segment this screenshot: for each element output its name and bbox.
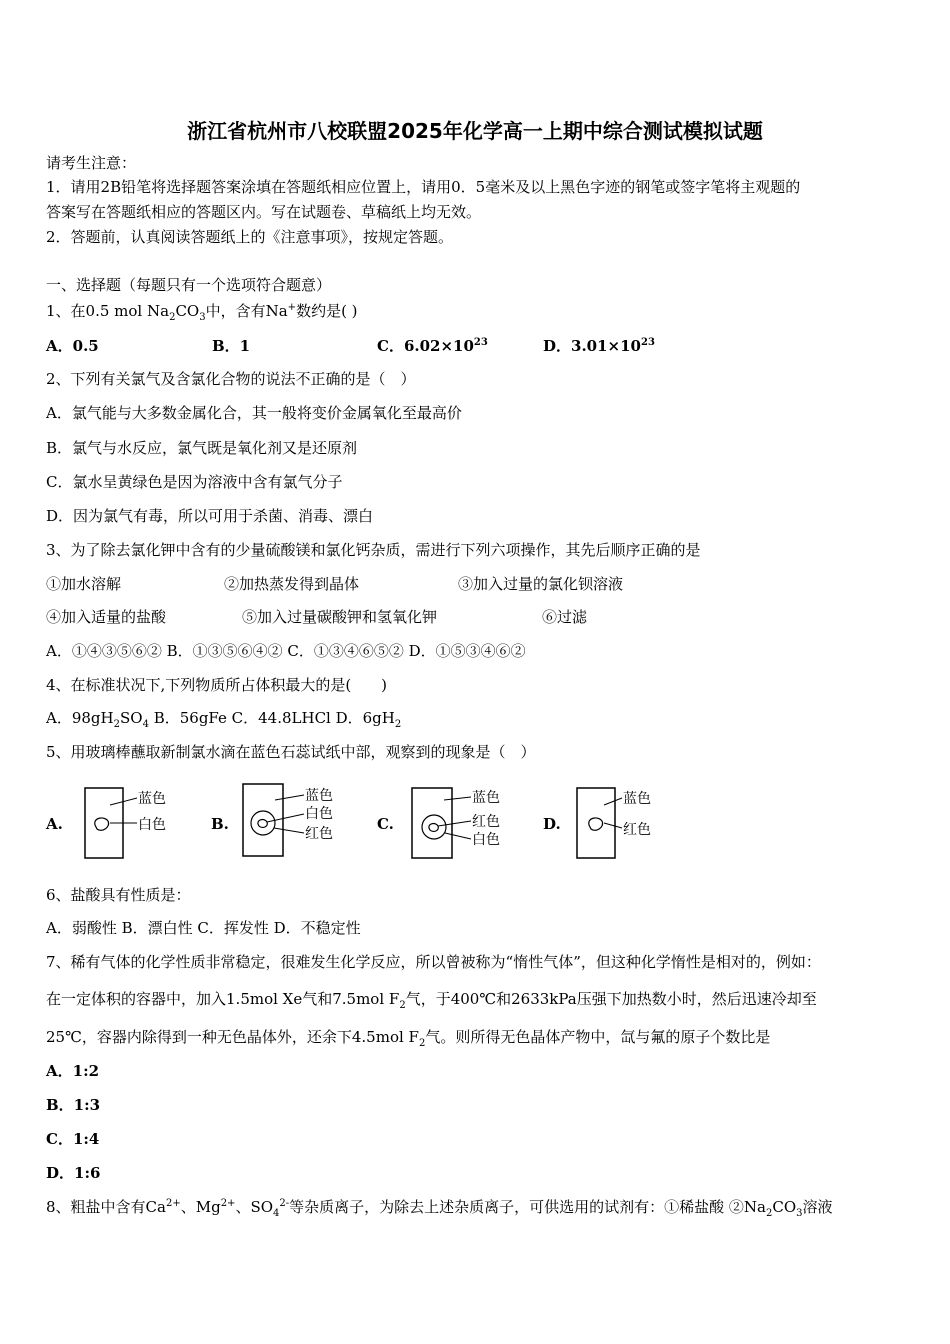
q3-options: A．①④③⑤⑥② B．①③⑤⑥④② C．①③④⑥⑤② D．①⑤③④⑥②: [46, 642, 526, 660]
question-7-line-3: 25℃，容器内除得到一种无色晶体外，还余下4.5mol $F_2$气。则所得无色晶体产物中，氙与氟的原子个数比是: [46, 1028, 771, 1049]
q4-options: A．$98gH_2SO_4$ B．56gFe C．44.8LHCl D．$6gH_2$: [46, 709, 402, 730]
q2-option-b: B．氯气与水反应，氯气既是氧化剂又是还原剂: [46, 439, 358, 457]
notice-line-1: 1．请用2B铅笔将选择题答案涂填在答题纸相应位置上，请用0．5毫米及以上黑色字迹的钢笔或签字笔将主观题的: [46, 178, 801, 196]
q2-option-d: D．因为氯气有毒，所以可用于杀菌、消毒、漂白: [46, 507, 374, 525]
notice-heading: 请考生注意：: [46, 154, 137, 172]
q3-step-2: ②加热蒸发得到晶体: [224, 575, 360, 593]
notice-line-2: 答案写在答题纸相应的答题区内。写在试题卷、草稿纸上均无效。: [46, 203, 482, 221]
question-3-stem: 3、为了除去氯化钾中含有的少量硫酸镁和氯化钙杂质，需进行下列六项操作，其先后顺序正确的是: [46, 541, 701, 559]
label-blue: 蓝色: [472, 790, 500, 806]
label-blue: 蓝色: [138, 791, 166, 807]
q1-option-a: A．0.5: [46, 337, 99, 355]
section-heading: 一、选择题（每题只有一个选项符合题意）: [46, 276, 332, 294]
q5-letter-a: A.: [46, 815, 63, 833]
label-white: 白色: [138, 817, 166, 833]
question-4-stem: 4、在标准状况下,下列物质所占体积最大的是( ): [46, 676, 388, 694]
q7-option-a: A．1:2: [46, 1062, 100, 1080]
page-title: 浙江省杭州市八校联盟2025年化学高一上期中综合测试模拟试题: [187, 119, 763, 143]
q5-diagram-b: [238, 783, 358, 867]
label-white: 白色: [472, 832, 500, 848]
notice-line-3: 2．答题前，认真阅读答题纸上的《注意事项》，按规定答题。: [46, 228, 454, 246]
q5-diagram-d: [572, 783, 682, 867]
q5-diagram-c: [407, 783, 527, 867]
question-5-stem: 5、用玻璃棒蘸取新制氯水滴在蓝色石蕊试纸中部，观察到的现象是（ ）: [46, 743, 536, 761]
question-6-stem: 6、盐酸具有性质是：: [46, 886, 191, 904]
q5-diagram-a: [80, 783, 190, 867]
q3-step-5: ⑤加入过量碳酸钾和氢氧化钾: [242, 608, 438, 626]
label-red: 红色: [472, 814, 500, 830]
q7-option-d: D．1:6: [46, 1164, 101, 1182]
label-white: 白色: [305, 806, 333, 822]
q2-option-a: A．氯气能与大多数金属化合，其一般将变价金属氧化至最高价: [46, 404, 462, 422]
q1-option-c: C．$6.02\times 10^{23}$: [377, 337, 488, 355]
q1-option-b: B．1: [212, 337, 251, 355]
q6-options: A．弱酸性 B．漂白性 C．挥发性 D．不稳定性: [46, 919, 361, 937]
q7-option-c: C．1:4: [46, 1130, 100, 1148]
q7-option-b: B．1:3: [46, 1096, 101, 1114]
q5-letter-c: C.: [377, 815, 394, 833]
label-blue: 蓝色: [305, 788, 333, 804]
question-7-line-2: 在一定体积的容器中，加入1.5mol Xe气和7.5mol $F_2$气，于400℃和2633kPa压强下加热数小时，然后迅速冷却至: [46, 990, 817, 1011]
label-red: 红色: [305, 826, 333, 842]
label-blue: 蓝色: [623, 791, 651, 807]
q3-step-6: ⑥过滤: [542, 608, 588, 626]
q5-letter-d: D.: [543, 815, 561, 833]
q3-step-3: ③加入过量的氯化钡溶液: [458, 575, 624, 593]
question-1-stem: 1、在0.5 mol $Na_2CO_3$中，含有Na+数约是( ): [46, 302, 358, 323]
q2-option-c: C．氯水呈黄绿色是因为溶液中含有氯气分子: [46, 473, 343, 491]
q5-letter-b: B.: [211, 815, 229, 833]
question-8-stem: 8、粗盐中含有$Ca^{2+}$、$Mg^{2+}$、$SO_4^{2-}$等杂质离子，为除去上述杂质离子，可供选用的试剂有：①稀盐酸 $②Na_2CO_3$溶液: [46, 1198, 833, 1219]
q1-option-d: D．$3.01\times 10^{23}$: [543, 337, 655, 355]
q3-step-4: ④加入适量的盐酸: [46, 608, 167, 626]
q3-step-1: ①加水溶解: [46, 575, 122, 593]
question-2-stem: 2、下列有关氯气及含氯化合物的说法不正确的是（ ）: [46, 370, 416, 388]
question-7-line-1: 7、稀有气体的化学性质非常稳定，很难发生化学反应，所以曾被称为“惰性气体”，但这种化学惰性是相对的，例如：: [46, 953, 821, 971]
label-red: 红色: [623, 822, 651, 838]
